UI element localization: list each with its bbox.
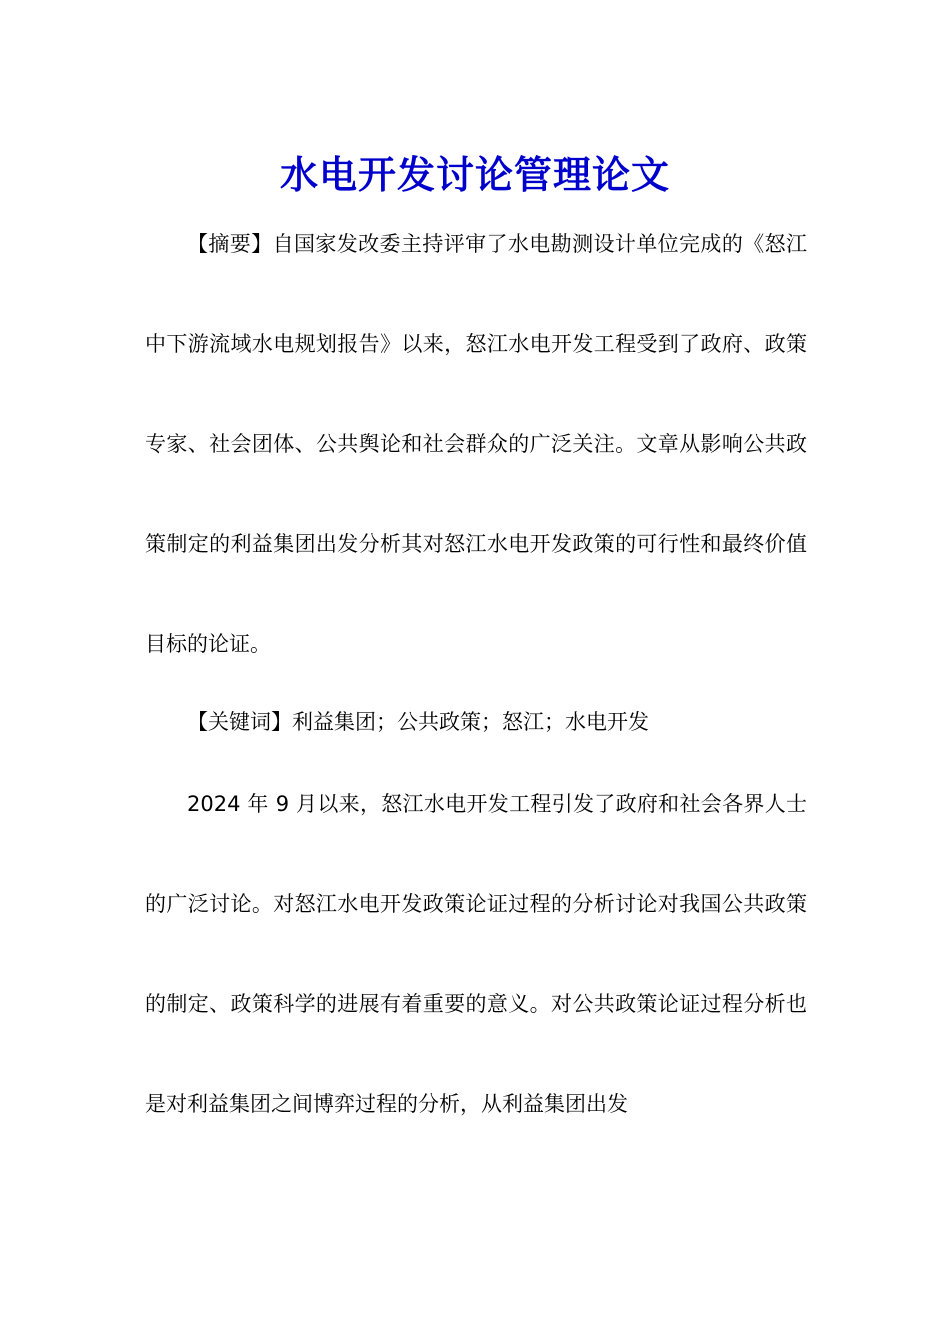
- keywords-text: 利益集团；公共政策；怒江；水电开发: [292, 710, 649, 734]
- body-paragraph: 2024 年 9 月以来，怒江水电开发工程引发了政府和社会各界人士的广泛讨论。对怒江水电开发政策论证过程的分析讨论对我国公共政策的制定、政策科学的进展有着重要的意义。对公共政策论证过程分析也是对利益集团之间博弈过程的分析，从利益集团出发: [145, 792, 807, 1116]
- keywords-label: 【关键词】: [187, 710, 292, 734]
- abstract-label: 【摘要】: [187, 232, 273, 256]
- document-title: 水电开发讨论管理论文: [279, 152, 670, 198]
- abstract-text: 自国家发改委主持评审了水电勘测设计单位完成的《怒江中下游流域水电规划报告》以来，怒江水电开发工程受到了政府、政策专家、社会团体、公共舆论和社会群众的广泛关注。文章从影响公共政策制定的利益集团出发分析其对怒江水电开发政策的可行性和最终价值目标的论证。: [145, 232, 808, 656]
- abstract-paragraph: [145, 194, 807, 694]
